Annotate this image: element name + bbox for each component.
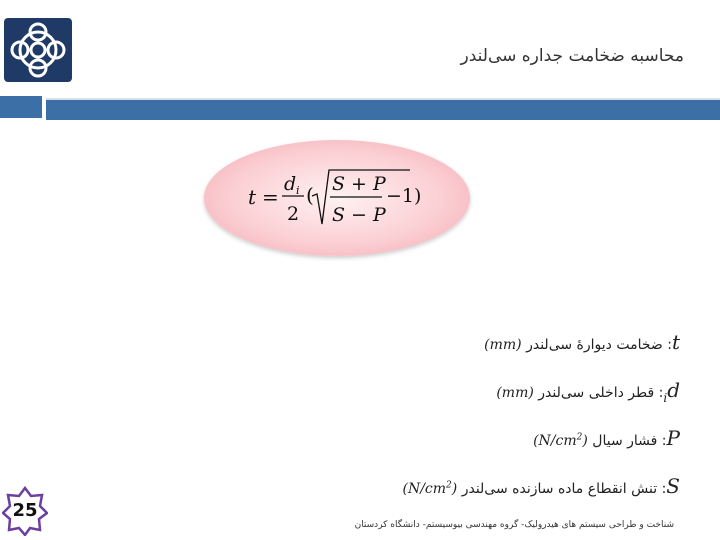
def-symbol: $d_i$ — [663, 378, 680, 405]
formula-open-paren: ( — [306, 183, 314, 207]
definition-t: t: ضخامت دیوارهٔ سی‌لندر (mm) — [484, 330, 680, 354]
university-logo — [4, 18, 72, 82]
definition-s: S: تنش انقطاع ماده سازنده سی‌لندر $(N/cm^2)$ — [402, 474, 680, 498]
def-unit: (mm) — [484, 337, 522, 353]
formula-ellipse — [204, 140, 470, 256]
header-accent-block — [0, 96, 42, 118]
variable-definitions — [220, 330, 680, 522]
page-number-badge — [2, 486, 48, 536]
def-symbol: t — [671, 330, 680, 354]
formula-lhs: t — [248, 185, 257, 209]
formula-minus-one: −1) — [386, 185, 422, 207]
formula-two: 2 — [287, 203, 300, 225]
formula-denominator: S − P — [332, 204, 386, 226]
formula-numerator: S + P — [332, 173, 386, 195]
formula-di-sub: i — [296, 184, 300, 197]
formula-di: d — [284, 173, 297, 195]
definition-p: P: فشار سیال $(N/cm^2)$ — [533, 426, 680, 450]
def-unit: $(N/cm^2)$ — [533, 432, 588, 449]
formula-equals: = — [262, 185, 279, 209]
page-number: 25 — [12, 500, 38, 521]
def-text: قطر داخلی سی‌لندر — [538, 385, 655, 401]
page-title: محاسبه ضخامت جداره سی‌لندر — [460, 46, 684, 66]
def-symbol: S — [666, 474, 680, 498]
header-bar — [46, 98, 720, 120]
footer-credit: شناخت و طراحی سیستم های هیدرولیک- گروه مهندسی بیوسیستم- دانشگاه کردستان — [354, 520, 674, 530]
def-unit: (mm) — [496, 385, 534, 401]
wall-thickness-formula — [204, 140, 470, 256]
def-symbol: P — [666, 426, 680, 450]
def-unit: $(N/cm^2)$ — [402, 480, 458, 497]
def-text: فشار سیال — [592, 433, 658, 449]
definition-di: $d_i$: قطر داخلی سی‌لندر (mm) — [496, 378, 680, 405]
def-text: تنش انقطاع ماده سازنده سی‌لندر — [461, 481, 658, 497]
logo-emblem-icon — [4, 18, 72, 82]
def-text: ضخامت دیوارهٔ سی‌لندر — [526, 337, 663, 353]
